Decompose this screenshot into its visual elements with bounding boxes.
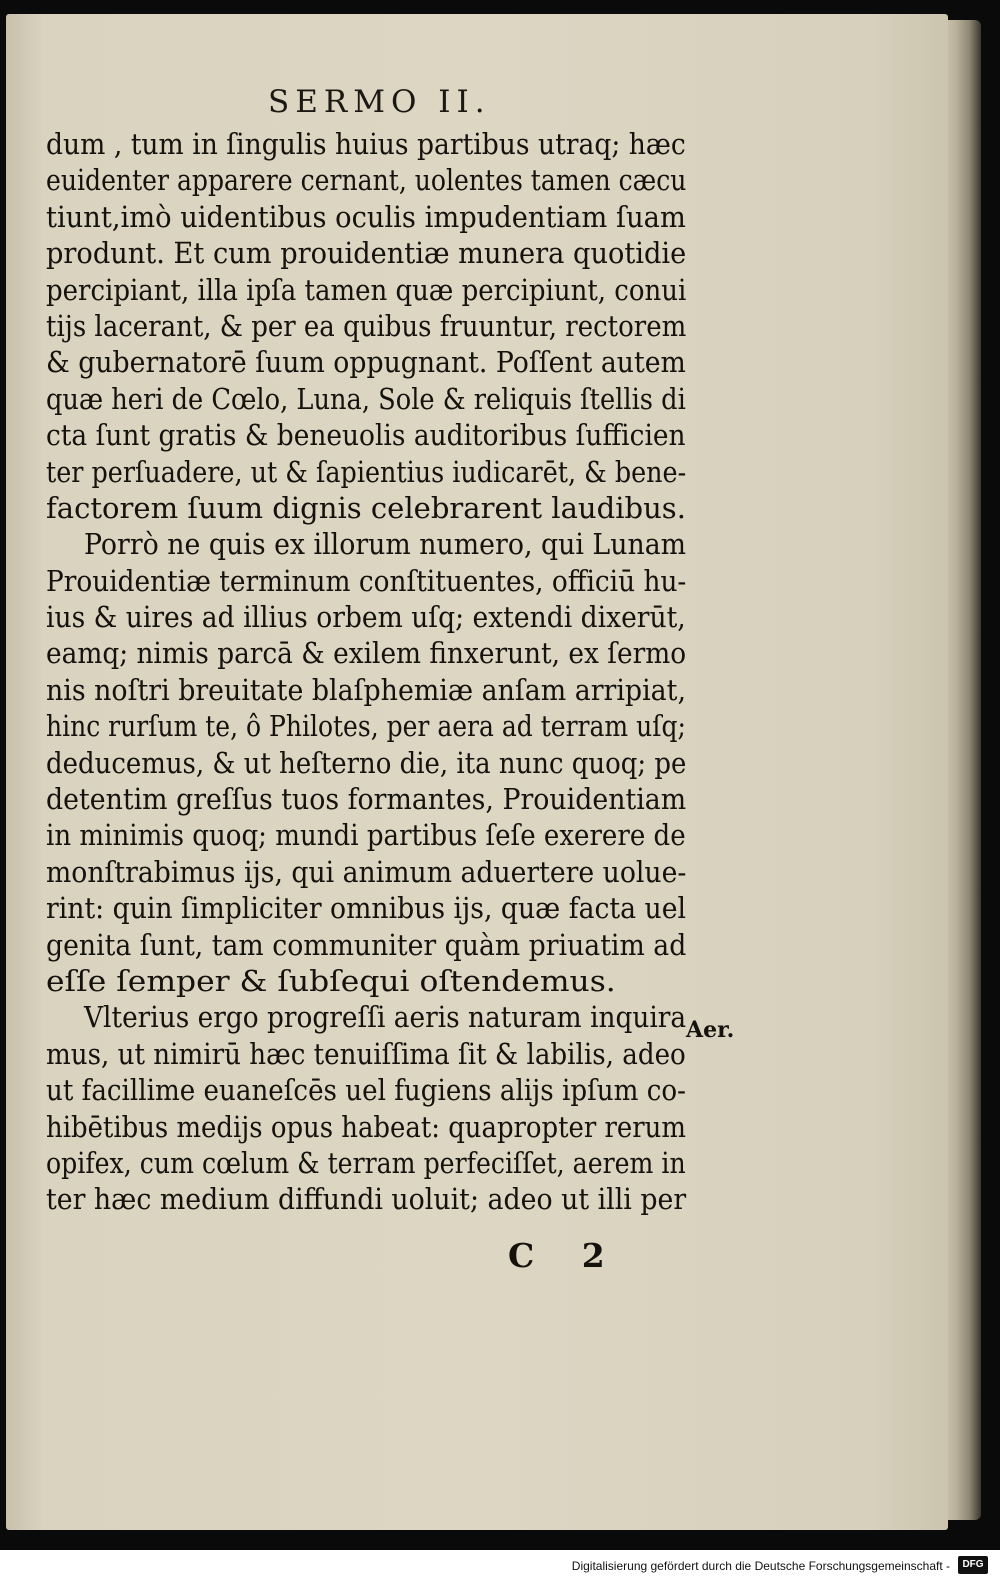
- running-head: SERMO II.: [268, 84, 491, 120]
- text-line: [46, 599, 696, 635]
- text-line-content: detentim greſſus tuos formantes, Prouidentiam: [46, 782, 687, 817]
- text-line: [46, 381, 696, 417]
- text-line-content: Prouidentiæ terminum conſtituentes, officiū hu-: [46, 563, 687, 598]
- text-line: [46, 890, 696, 926]
- text-line-content: genita ſunt, tam communiter quàm priuatim ad: [46, 927, 687, 962]
- text-line-content: rint: quin ſimpliciter omnibus ijs, quæ facta uel: [46, 891, 686, 926]
- text-line-content: cta ſunt gratis & beneuolis auditoribus ſufficien: [46, 418, 686, 453]
- text-line: [46, 1072, 696, 1108]
- text-line: [46, 563, 696, 599]
- text-line: [46, 126, 696, 162]
- text-line: [46, 490, 696, 526]
- text-line-content: ter perſuadere, ut & ſapientius iudicarēt, & bene-: [46, 454, 687, 489]
- dfg-logo: DFG: [958, 1556, 988, 1574]
- text-line: [46, 672, 696, 708]
- text-line: [46, 526, 696, 562]
- text-line-content: tiunt,imò uidentibus oculis impudentiam ſuam: [46, 199, 686, 234]
- text-line-content: ius & uires ad illius orbem uſq; extendi dixerūt,: [46, 600, 686, 635]
- body-text: [46, 126, 696, 1218]
- signature-mark: C 2: [508, 1236, 623, 1275]
- text-line: [46, 199, 696, 235]
- text-line-content: eamq; nimis parcā & exilem finxerunt, ex ſermo: [46, 636, 687, 671]
- text-line: [46, 999, 696, 1035]
- text-line: [46, 454, 696, 490]
- text-line: [46, 162, 696, 198]
- text-line: [46, 817, 696, 853]
- text-line: [46, 1036, 696, 1072]
- text-line: [46, 1145, 696, 1181]
- text-line-content: ter hæc medium diffundi uoluit; adeo ut illi per: [46, 1182, 687, 1217]
- text-line: [46, 1181, 696, 1217]
- text-line: [46, 235, 696, 271]
- text-line-content: Porrò ne quis ex illorum numero, qui Lunam: [84, 527, 687, 562]
- text-line-content: deducemus, & ut heſterno die, ita nunc quoq; pe: [46, 745, 687, 780]
- text-line-content: percipiant, illa ipſa tamen quæ percipiunt, conui: [46, 272, 687, 307]
- text-line-content: euidenter apparere cernant, uolentes tamen cæcu: [46, 163, 687, 198]
- text-line-content: in minimis quoq; mundi partibus ſeſe exerere de: [46, 818, 686, 853]
- text-line-content: dum , tum in ſingulis huius partibus utraq; hæc: [46, 127, 686, 161]
- text-line: [46, 272, 696, 308]
- text-line-content: hinc rurſum te, ô Philotes, per aera ad terram uſq;: [46, 709, 686, 744]
- text-line-content: ut facillime euaneſcēs uel fugiens alijs ipſum co-: [46, 1073, 686, 1108]
- text-line-content: opifex, cum cœlum & terram perfeciſſet, aerem in: [46, 1145, 686, 1180]
- text-line-content: tijs lacerant, & per ea quibus fruuntur, rectorem: [46, 308, 687, 343]
- text-line-content: Vlterius ergo progreſſi aeris naturam inquira: [84, 1000, 687, 1035]
- text-line-content: hibētibus medijs opus habeat: quapropter rerum: [46, 1109, 686, 1144]
- text-line: [46, 963, 696, 999]
- text-line-content: eſſe ſemper & ſubſequi oſtendemus.: [46, 963, 616, 998]
- text-line-content: produnt. Et cum prouidentiæ munera quotidie: [46, 236, 687, 271]
- text-line: [46, 417, 696, 453]
- text-line: [46, 1109, 696, 1145]
- text-line-content: mus, ut nimirū hæc tenuiſſima ſit & labilis, adeo: [46, 1036, 686, 1071]
- text-line: [46, 927, 696, 963]
- marginal-note: Aer.: [686, 1017, 735, 1043]
- text-line-content: monſtrabimus ijs, qui animum aduertere uolue-: [46, 854, 687, 889]
- text-line: [46, 745, 696, 781]
- text-line-content: quæ heri de Cœlo, Luna, Sole & reliquis ſtellis di: [46, 381, 686, 416]
- text-line-content: factorem ſuum dignis celebrarent laudibus.: [46, 490, 686, 525]
- text-line-content: nis noſtri breuitate blaſphemiæ anſam arripiat,: [46, 672, 686, 707]
- funding-credit: Digitalisierung gefördert durch die Deutsche Forschungsgemeinschaft -: [571, 1559, 950, 1573]
- text-line: [46, 781, 696, 817]
- text-line: [46, 854, 696, 890]
- text-line: [46, 344, 696, 380]
- text-line: [46, 708, 696, 744]
- page-edge: [943, 20, 981, 1520]
- text-line: [46, 635, 696, 671]
- text-line: [46, 308, 696, 344]
- text-line-content: & gubernatorē ſuum oppugnant. Poſſent autem: [46, 345, 686, 380]
